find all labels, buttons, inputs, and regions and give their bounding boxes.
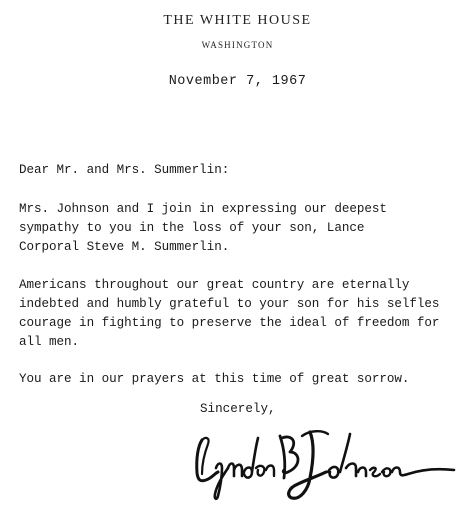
paragraph-line: Mrs. Johnson and I join in expressing our deepest: [19, 202, 387, 216]
closing: Sincerely,: [200, 402, 276, 416]
paragraph-line: courage in fighting to preserve the ideal of freedom for: [19, 316, 440, 330]
paragraph-2: [19, 276, 465, 352]
signature-strokes: [197, 431, 454, 499]
paragraph-line: Corporal Steve M. Summerlin.: [19, 240, 230, 254]
paragraph-line: sympathy to you in the loss of your son, Lance: [19, 221, 365, 235]
letterhead-title: THE WHITE HOUSE: [163, 13, 312, 28]
letterhead-subtitle: WASHINGTON: [201, 40, 274, 50]
paragraph-line: indebted and humbly grateful to your son for his selfles: [19, 297, 440, 311]
paragraph-line: Americans throughout our great country are eternally: [19, 278, 410, 292]
paragraph-line: You are in our prayers at this time of great sorrow.: [19, 372, 410, 386]
paragraph-line: all men.: [19, 335, 80, 349]
signature-image: [188, 418, 463, 518]
letter-date: November 7, 1967: [168, 74, 307, 89]
salutation: Dear Mr. and Mrs. Summerlin:: [19, 163, 230, 177]
paragraph-3: [19, 370, 465, 389]
paragraph-1: [19, 200, 465, 257]
